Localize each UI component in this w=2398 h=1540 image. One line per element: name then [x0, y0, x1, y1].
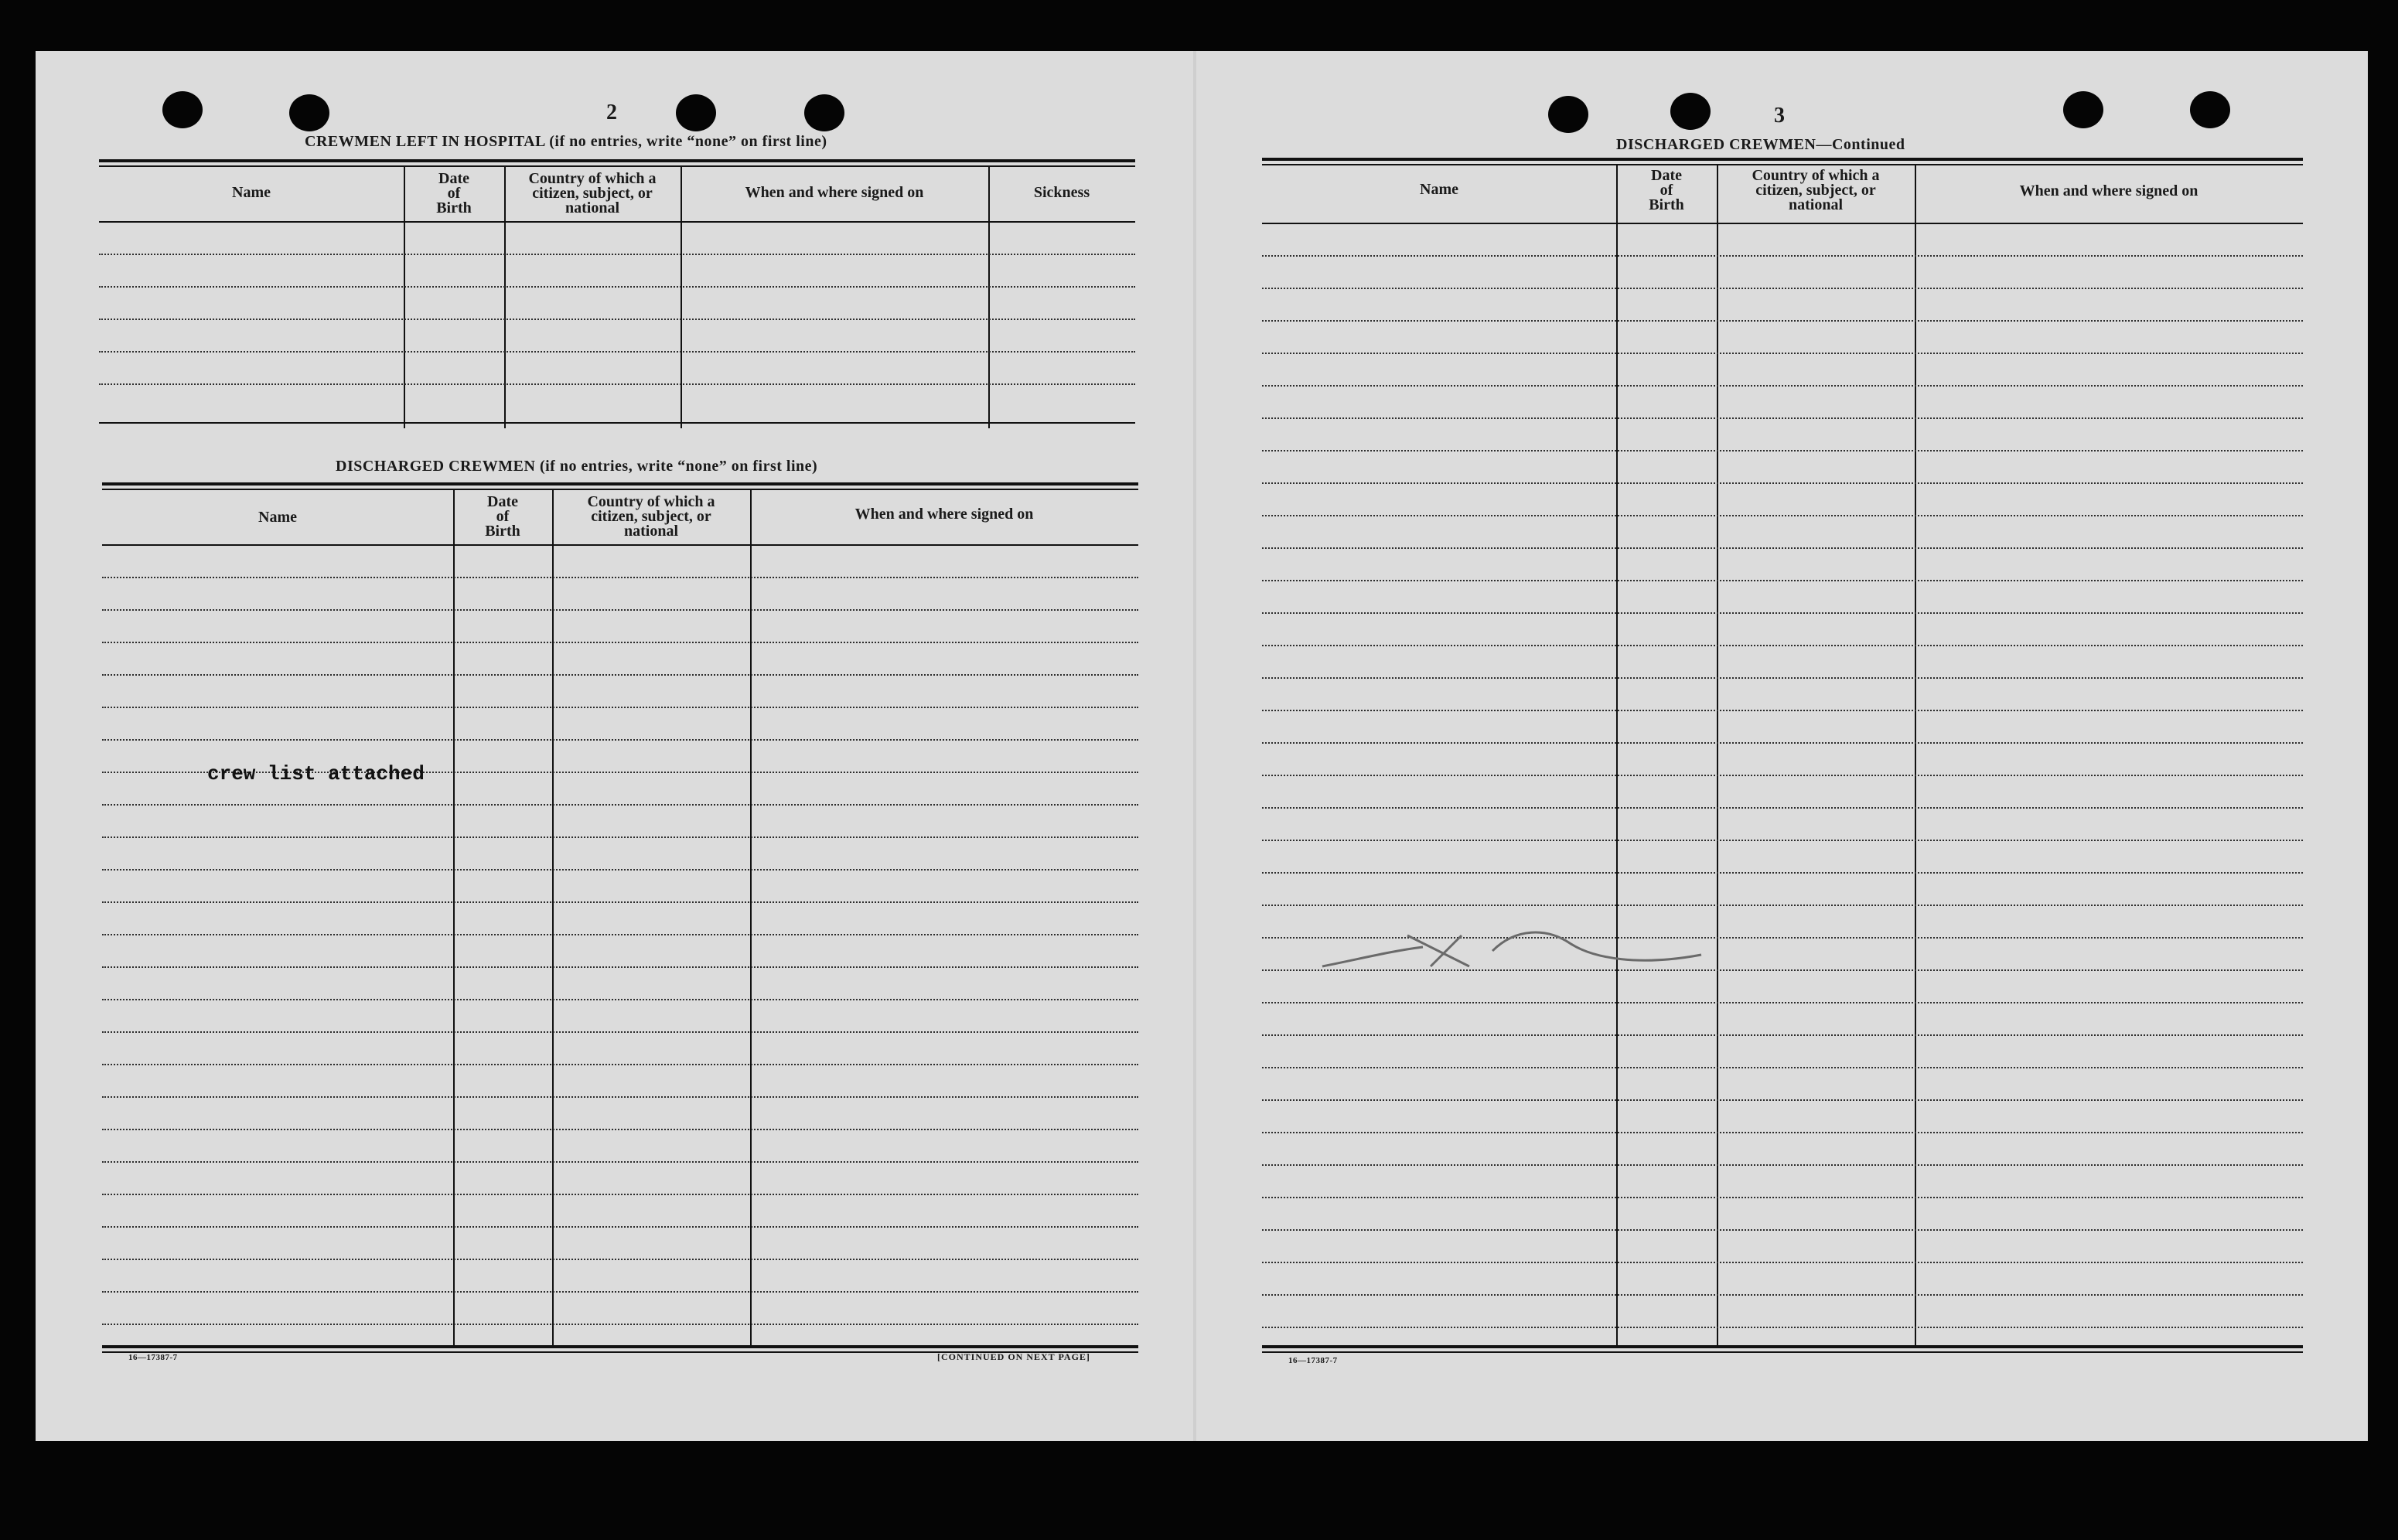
entry-line — [102, 1129, 1138, 1130]
entry-line — [1262, 288, 2303, 289]
entry-line — [102, 1226, 1138, 1228]
column-divider — [681, 165, 682, 428]
entry-line — [102, 1259, 1138, 1260]
page-fold — [1193, 51, 1196, 1441]
entry-line — [1262, 1034, 2303, 1036]
entry-line — [102, 836, 1138, 838]
column-header-date-of-birth: Date of Birth — [485, 493, 520, 540]
hospital-section-title: CREWMEN LEFT IN HOSPITAL (if no entries, write “none” on first line) — [305, 133, 827, 150]
entry-line — [99, 286, 1135, 288]
entry-line — [102, 674, 1138, 676]
column-header-country: Country of which a citizen, subject, or national — [587, 493, 715, 540]
entry-line — [1262, 775, 2303, 776]
entry-line — [1262, 905, 2303, 906]
header-rule — [99, 221, 1135, 223]
header-rule — [102, 544, 1138, 546]
column-header-sickness: Sickness — [1033, 184, 1090, 201]
continued-note: [CONTINUED ON NEXT PAGE] — [937, 1351, 1090, 1362]
punch-hole — [676, 94, 716, 131]
column-header-date-of-birth: Date of Birth — [436, 170, 472, 216]
entry-line — [102, 1031, 1138, 1033]
entry-line — [1262, 612, 2303, 614]
entry-line — [102, 1161, 1138, 1163]
page-bottom-rule — [102, 1345, 1138, 1348]
page-bottom-rule — [1262, 1345, 2303, 1348]
entry-line — [1262, 515, 2303, 516]
entry-line — [1262, 547, 2303, 549]
column-header-country: Country of which a citizen, subject, or national — [1752, 167, 1880, 213]
entry-line — [102, 934, 1138, 935]
entry-line — [102, 804, 1138, 806]
entry-line — [1262, 320, 2303, 322]
entry-line — [1262, 255, 2303, 257]
entry-line — [1262, 1262, 2303, 1263]
punch-hole — [162, 91, 203, 128]
entry-line — [1262, 1067, 2303, 1068]
page-number: 3 — [1774, 104, 1785, 128]
table-top-rule — [99, 165, 1135, 167]
form-number: 16—17387-7 — [1288, 1356, 1338, 1365]
column-header-date-of-birth: Date of Birth — [1649, 167, 1684, 213]
header-rule — [1262, 223, 2303, 224]
column-header-country: Country of which a citizen, subject, or national — [528, 170, 657, 216]
table-bottom-rule — [99, 422, 1135, 424]
entry-line — [1262, 482, 2303, 484]
entry-line — [1262, 1002, 2303, 1003]
form-number: 16—17387-7 — [128, 1353, 178, 1362]
punch-hole — [1548, 96, 1588, 133]
handwritten-mark — [1315, 912, 1717, 982]
column-divider — [750, 489, 752, 1345]
entry-line — [1262, 1164, 2303, 1166]
entry-line — [1262, 580, 2303, 581]
column-divider — [552, 489, 554, 1345]
entry-line — [102, 1291, 1138, 1293]
entry-line — [1262, 742, 2303, 744]
entry-line — [1262, 385, 2303, 387]
entry-line — [1262, 1294, 2303, 1296]
column-divider — [1717, 164, 1718, 1348]
column-divider — [1915, 164, 1916, 1348]
entry-line — [1262, 645, 2303, 646]
entry-line — [1262, 710, 2303, 711]
entry-line — [102, 1194, 1138, 1195]
column-divider — [1616, 164, 1618, 1348]
entry-line — [102, 1324, 1138, 1325]
table-top-rule — [102, 482, 1138, 486]
column-header-signed-on: When and where signed on — [745, 184, 924, 201]
entry-line — [102, 1064, 1138, 1065]
entry-line — [102, 739, 1138, 741]
page-number: 2 — [606, 101, 617, 124]
entry-line — [1262, 872, 2303, 874]
punch-hole — [289, 94, 329, 131]
entry-line — [1262, 417, 2303, 419]
punch-hole — [1670, 93, 1711, 130]
column-header-signed-on: When and where signed on — [854, 506, 1034, 523]
entry-line — [102, 577, 1138, 578]
page-bottom-rule — [1262, 1351, 2303, 1353]
discharged-continued-table — [1262, 158, 2303, 1348]
entry-line — [102, 999, 1138, 1000]
table-top-rule — [99, 159, 1135, 162]
entry-line — [1262, 450, 2303, 451]
table-top-rule — [102, 489, 1138, 490]
table-top-rule — [1262, 158, 2303, 161]
entry-line — [102, 1096, 1138, 1098]
entry-line — [99, 319, 1135, 320]
entry-line — [102, 966, 1138, 968]
punch-hole — [2063, 91, 2103, 128]
column-divider — [453, 489, 455, 1345]
column-divider — [988, 165, 990, 428]
entry-line — [1262, 1327, 2303, 1328]
entry-line — [102, 642, 1138, 643]
entry-line — [102, 609, 1138, 611]
column-header-name: Name — [258, 509, 297, 526]
entry-line — [99, 351, 1135, 353]
entry-line — [1262, 840, 2303, 841]
discharged-section-title: DISCHARGED CREWMEN (if no entries, write “none” on first line) — [336, 458, 818, 475]
entry-line — [1262, 353, 2303, 354]
table-top-rule — [1262, 164, 2303, 165]
column-header-signed-on: When and where signed on — [2019, 182, 2198, 199]
typed-entry-crew-list: crew list attached — [207, 762, 425, 785]
entry-line — [102, 869, 1138, 871]
punch-hole — [2190, 91, 2230, 128]
entry-line — [102, 901, 1138, 903]
punch-hole — [804, 94, 844, 131]
entry-line — [1262, 1197, 2303, 1198]
entry-line — [1262, 677, 2303, 679]
entry-line — [99, 383, 1135, 385]
entry-line — [99, 254, 1135, 255]
entry-line — [1262, 1099, 2303, 1101]
discharged-continued-title: DISCHARGED CREWMEN—Continued — [1616, 136, 1905, 153]
entry-line — [1262, 1229, 2303, 1231]
entry-line — [1262, 807, 2303, 809]
entry-line — [1262, 1132, 2303, 1133]
column-header-name: Name — [232, 184, 271, 201]
column-header-name: Name — [1420, 181, 1458, 198]
hospital-table — [99, 159, 1135, 428]
entry-line — [102, 707, 1138, 708]
discharged-table — [102, 482, 1138, 1345]
